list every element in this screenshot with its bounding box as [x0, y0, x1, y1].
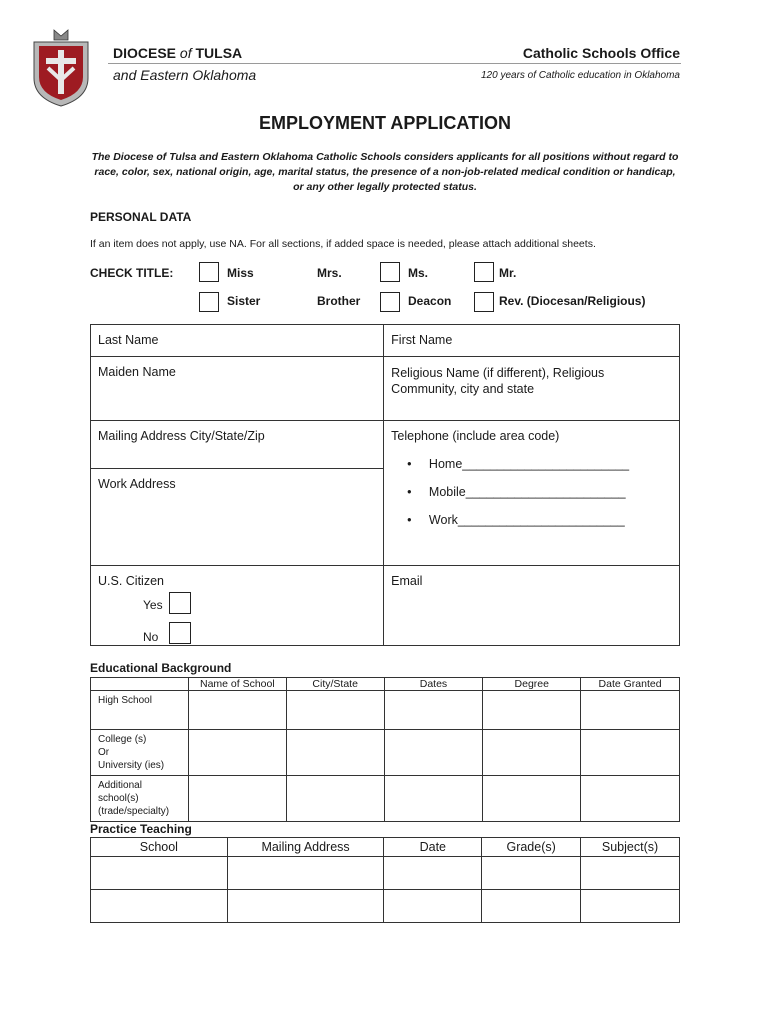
us-citizen-label: U.S. Citizen — [98, 574, 164, 588]
table-row — [91, 691, 680, 730]
edu-cell[interactable] — [581, 730, 680, 776]
prac-col-subjects: Subject(s) — [581, 838, 680, 857]
education-heading: Educational Background — [90, 661, 232, 675]
table-row — [91, 890, 680, 923]
email-label: Email — [391, 574, 423, 588]
prac-cell[interactable] — [384, 890, 482, 923]
prac-cell[interactable] — [482, 857, 581, 890]
edu-col-date-granted: Date Granted — [581, 678, 680, 691]
first-name-label: First Name — [391, 333, 453, 347]
work-address-field[interactable] — [91, 469, 383, 565]
edu-col-city-state: City/State — [286, 678, 384, 691]
check-title-label: CHECK TITLE: — [90, 266, 174, 280]
last-name-label: Last Name — [98, 333, 159, 347]
ms-label: Ms. — [408, 266, 429, 280]
mr-checkbox[interactable] — [474, 262, 494, 282]
edu-cell[interactable] — [286, 691, 384, 730]
work-address-label: Work Address — [98, 477, 176, 491]
prac-col-grades: Grade(s) — [482, 838, 581, 857]
edu-cell[interactable] — [384, 776, 483, 822]
org-name-line1: DIOCESE of TULSA — [113, 45, 243, 61]
edu-cell[interactable] — [384, 691, 483, 730]
us-citizen-field — [91, 566, 384, 646]
prac-cell[interactable] — [91, 890, 228, 923]
yes-label: Yes — [143, 598, 163, 612]
personal-data-heading: PERSONAL DATA — [90, 210, 192, 224]
prac-cell[interactable] — [91, 857, 228, 890]
table-row — [91, 857, 680, 890]
edu-cell[interactable] — [188, 776, 286, 822]
personal-data-table — [90, 324, 680, 646]
edu-col-name-of-school: Name of School — [188, 678, 286, 691]
prac-cell[interactable] — [482, 890, 581, 923]
rev-label: Rev. (Diocesan/Religious) — [499, 294, 646, 308]
edu-cell[interactable] — [286, 730, 384, 776]
row-label-additional: Additional school(s) (trade/specialty) — [91, 776, 189, 822]
citizen-yes-checkbox[interactable] — [169, 592, 191, 614]
row-label-high-school: High School — [91, 691, 189, 730]
religious-name-label: Religious Name (if different), Religious Community, city and state — [391, 366, 605, 396]
page-title: EMPLOYMENT APPLICATION — [259, 113, 511, 133]
row-label-college: College (s) Or University (ies) — [91, 730, 189, 776]
prac-col-mailing-address: Mailing Address — [227, 838, 384, 857]
telephone-label: Telephone (include area code) — [391, 429, 560, 443]
home-phone-line[interactable]: • Home________________________ — [407, 457, 630, 471]
education-table — [90, 677, 680, 822]
first-name-field[interactable] — [384, 325, 680, 357]
table-row — [91, 730, 680, 776]
rev-checkbox[interactable] — [474, 292, 494, 312]
edu-cell[interactable] — [581, 776, 680, 822]
maiden-name-field[interactable] — [91, 357, 384, 421]
telephone-field[interactable] — [384, 421, 680, 566]
edu-header-blank — [91, 678, 189, 691]
tagline: 120 years of Catholic education in Oklahoma — [480, 70, 680, 81]
brother-label: Brother — [317, 294, 361, 308]
work-phone-line[interactable]: • Work________________________ — [407, 513, 625, 527]
edu-cell[interactable] — [483, 776, 581, 822]
prac-cell[interactable] — [581, 857, 680, 890]
religious-name-field[interactable] — [384, 357, 680, 421]
prac-col-school: School — [91, 838, 228, 857]
prac-cell[interactable] — [227, 857, 384, 890]
org-name-line2: and Eastern Oklahoma — [113, 67, 257, 83]
email-field[interactable] — [384, 566, 680, 646]
no-label: No — [143, 630, 159, 644]
prac-cell[interactable] — [581, 890, 680, 923]
mailing-address-label: Mailing Address City/State/Zip — [98, 429, 265, 443]
mrs-label: Mrs. — [317, 266, 342, 280]
mobile-phone-line[interactable]: • Mobile_______________________ — [407, 485, 626, 499]
deacon-checkbox[interactable] — [380, 292, 400, 312]
miss-checkbox[interactable] — [199, 262, 219, 282]
deacon-label: Deacon — [408, 294, 452, 308]
sister-label: Sister — [227, 294, 261, 308]
prac-cell[interactable] — [384, 857, 482, 890]
edu-cell[interactable] — [188, 691, 286, 730]
sister-checkbox[interactable] — [199, 292, 219, 312]
edu-cell[interactable] — [286, 776, 384, 822]
mr-label: Mr. — [499, 266, 517, 280]
practice-teaching-heading: Practice Teaching — [90, 822, 192, 836]
instructions-note: If an item does not apply, use NA. For all sections, if added space is needed, please attach additional sheets. — [90, 238, 596, 250]
maiden-name-label: Maiden Name — [98, 365, 176, 379]
header-divider — [108, 63, 681, 64]
equal-opportunity-statement: The Diocese of Tulsa and Eastern Oklahoma Catholic Schools considers applicants for all positions without regard to race, color, sex, national origin, age, marital status, the presence of a non-job-related medical condition or handicap, or any other legally protected status. — [91, 151, 679, 193]
edu-cell[interactable] — [384, 730, 483, 776]
office-name: Catholic Schools Office — [522, 45, 680, 61]
ms-checkbox[interactable] — [380, 262, 400, 282]
last-name-field[interactable] — [91, 325, 384, 357]
edu-col-dates: Dates — [384, 678, 483, 691]
diocese-logo — [30, 28, 92, 108]
practice-teaching-table — [90, 837, 680, 923]
edu-cell[interactable] — [188, 730, 286, 776]
citizen-no-checkbox[interactable] — [169, 622, 191, 644]
edu-col-degree: Degree — [483, 678, 581, 691]
prac-col-date: Date — [384, 838, 482, 857]
edu-cell[interactable] — [483, 691, 581, 730]
address-cell — [91, 421, 384, 566]
edu-cell[interactable] — [483, 730, 581, 776]
table-row — [91, 776, 680, 822]
mailing-address-field[interactable] — [91, 421, 383, 469]
prac-cell[interactable] — [227, 890, 384, 923]
edu-cell[interactable] — [581, 691, 680, 730]
miss-label: Miss — [227, 266, 254, 280]
